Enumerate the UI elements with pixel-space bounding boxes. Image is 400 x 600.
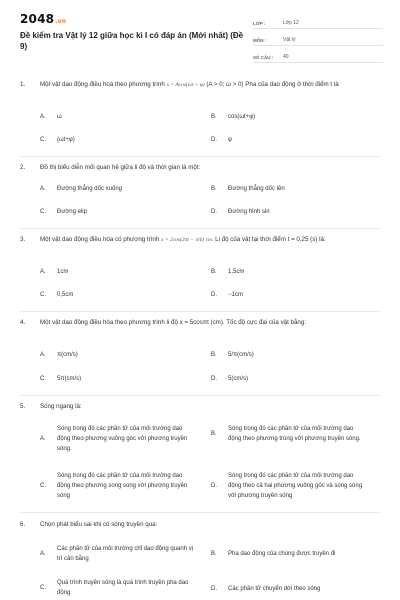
option-1b[interactable]: B. cos(ωt+φ) bbox=[211, 114, 256, 120]
option-2b[interactable]: B. Đường thẳng dốc lên bbox=[211, 186, 285, 192]
exam-title: Đề kiểm tra Vật lý 12 giữa học kì I có đáp án (Mới nhất) (Đề 9) bbox=[20, 31, 244, 51]
option-5a[interactable]: A. Sóng trong đó các phần tử của môi trường dao động theo phương vuông góc với phương truyền sóng. bbox=[40, 426, 188, 452]
option-1a[interactable]: A. ω bbox=[40, 114, 62, 120]
meta-count: SỐ CÂU : 40 bbox=[253, 48, 383, 63]
divider bbox=[20, 512, 380, 513]
option-3c[interactable]: C. 0,5cm bbox=[40, 292, 74, 298]
option-3b[interactable]: B. 1,5cm bbox=[211, 269, 245, 275]
meta-subject: MÔN : Vật lý bbox=[253, 31, 383, 46]
option-4a[interactable]: A. π(cm/s) bbox=[40, 352, 78, 358]
question-6: 6. Chọn phát biểu sai khi có sóng truyền qua: bbox=[20, 521, 158, 528]
divider bbox=[20, 156, 380, 157]
site-logo[interactable]: 2048.vn bbox=[20, 12, 67, 26]
question-text: Một vật dao động điều hoà theo phương trình x = Acos(ωt + φ) (A > 0; ω > 0) Pha của dao động ở thời điểm t là bbox=[40, 81, 339, 88]
exam-meta bbox=[253, 14, 383, 65]
question-5: 5. Sóng ngang là: bbox=[20, 403, 82, 410]
option-5d[interactable]: D. Sóng trong đó các phần tử của môi trường dao động theo cả hai phương vuông góc và song song với phương truyền sóng bbox=[211, 473, 363, 499]
question-1: 1. Một vật dao động điều hoà theo phương trình x = Acos(ωt + φ) (A > 0; ω > 0) Pha của dao động ở thời điểm t là bbox=[20, 80, 380, 90]
option-2a[interactable]: A. Đường thẳng dốc xuống bbox=[40, 186, 122, 192]
divider bbox=[20, 395, 380, 396]
option-6d[interactable]: D. Các phần tử chuyển dời theo sóng bbox=[211, 585, 321, 592]
option-3a[interactable]: A. 1cm bbox=[40, 269, 69, 275]
option-3d[interactable]: D. −1cm bbox=[211, 292, 243, 298]
question-3: 3. Một vật dao động điều hòa có phương trình x = 2cos(2πt − π/6) cm. Li độ của vật tại thời điểm t = 0,25 (s) là: bbox=[20, 236, 326, 243]
option-6c[interactable]: C. Quá trình truyền sóng là quá trình truyền pha dao động bbox=[40, 580, 189, 596]
option-2c[interactable]: C. Đường elip bbox=[40, 209, 87, 215]
option-6a[interactable]: A. Các phần tử của môi trường chỉ dao động quanh vị trí cân bằng bbox=[40, 546, 194, 562]
option-4c[interactable]: C. 5π(cm/s) bbox=[40, 376, 82, 382]
option-2d[interactable]: D. Đường hình sin bbox=[211, 209, 270, 215]
option-5b[interactable]: B. Sóng trong đó các phần tử của môi trường dao động theo phương trùng với phương truyền sóng. bbox=[211, 426, 361, 442]
option-1c[interactable]: C. (ωt+φ) bbox=[40, 137, 75, 143]
exam-header bbox=[0, 0, 400, 64]
divider bbox=[20, 228, 380, 229]
option-4b[interactable]: B. 5/π(cm/s) bbox=[211, 352, 254, 358]
question-4: 4. Một vật dao động điều hòa theo phương trình li độ x = 5cosπt (cm). Tốc độ cực đại của vật bằng: bbox=[20, 319, 307, 326]
question-2: 2. Đồ thị biểu diễn mối quan hệ giữa li độ và thời gian là một: bbox=[20, 164, 201, 171]
meta-class: LỚP : Lớp 12 bbox=[253, 14, 383, 29]
option-6b[interactable]: B. Pha dao động của chúng được truyền đi bbox=[211, 550, 336, 557]
divider bbox=[20, 311, 380, 312]
option-4d[interactable]: D. 5(cm/s) bbox=[211, 376, 248, 382]
option-1d[interactable]: D. φ bbox=[211, 137, 232, 143]
option-5c[interactable]: C. Sóng trong đó các phần tử của môi trường dao động theo phương song song với phương truyền sóng bbox=[40, 473, 188, 499]
